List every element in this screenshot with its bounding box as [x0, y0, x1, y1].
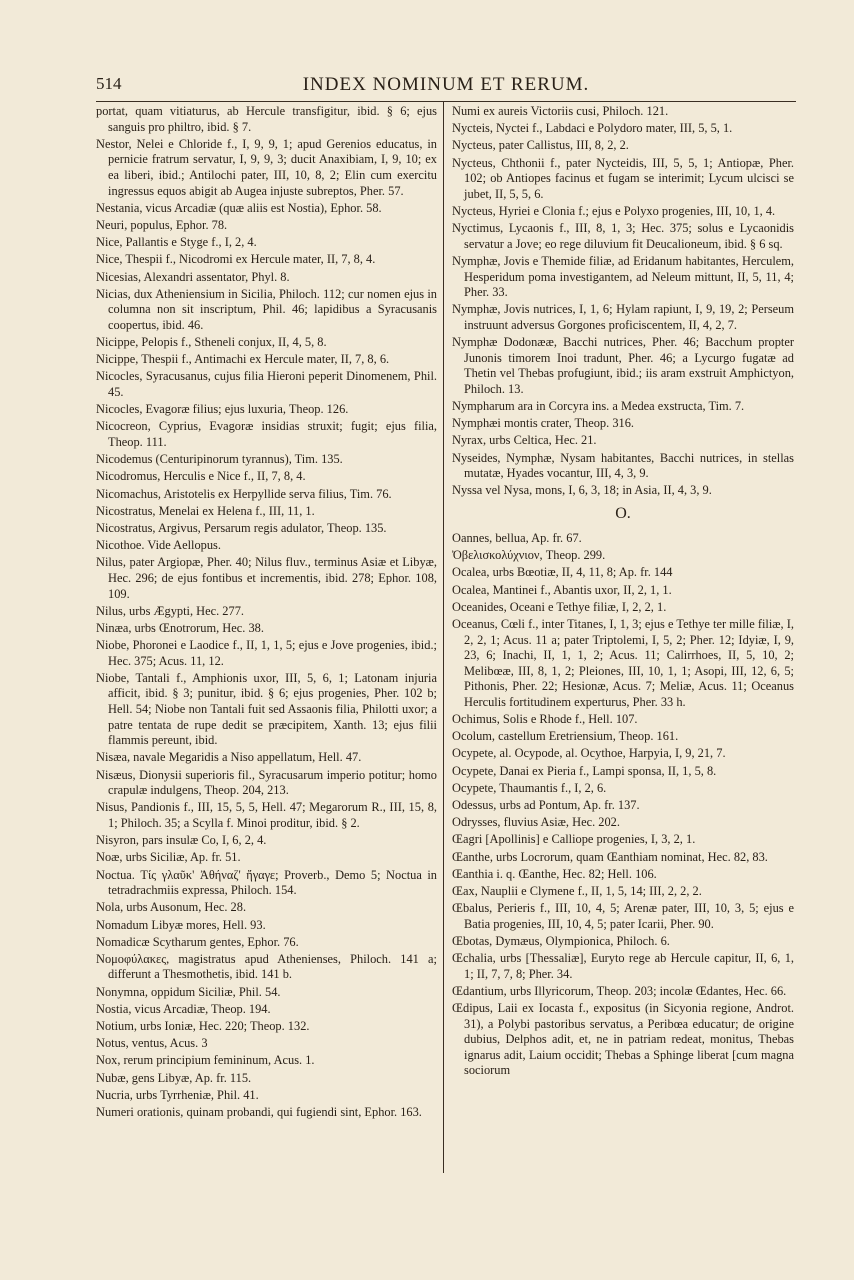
index-entry: Nice, Pallantis e Styge f., I, 2, 4. [96, 235, 257, 250]
index-entry: Ὀβελισκολύχνιον, Theop. 299. [452, 548, 606, 563]
index-entry: Nympharum ara in Corcyra ins. a Medea exstructa, Tim. 7. [452, 399, 745, 414]
index-entry: Ocypete, Danai ex Pieria f., Lampi sponsa, II, 1, 5, 8. [452, 763, 717, 778]
right-column-n-entries [452, 104, 794, 499]
index-entry: Numi ex aureis Victoriis cusi, Philoch. 121. [452, 104, 669, 118]
index-entry: Nyseides, Nymphæ, Nysam habitantes, Bacchi nutrices, in stellas mutatæ, Hyades vocantur, III, 4, 3, 9. [452, 450, 794, 481]
index-entry: Œagri [Apollinis] e Calliope progenies, I, 3, 2, 1. [452, 832, 696, 847]
index-entry: Odessus, urbs ad Pontum, Ap. fr. 137. [452, 798, 640, 812]
index-entry: Oannes, bellua, Ap. fr. 67. [452, 530, 582, 545]
index-entry: Ocypete, al. Ocypode, al. Ocythoe, Harpyia, I, 9, 21, 7. [452, 746, 726, 761]
index-entry: Nomadum Libyæ mores, Hell. 93. [96, 917, 266, 932]
index-entry: Nyrax, urbs Celtica, Hec. 21. [452, 433, 597, 448]
index-entry: Nicippe, Thespii f., Antimachi ex Hercule mater, II, 7, 8, 6. [96, 352, 390, 367]
index-entry: Nilus, urbs Ægypti, Hec. 277. [96, 603, 244, 618]
index-entry: Nicocreon, Cyprius, Evagoræ insidias struxit; fugit; ejus filia, Theop. 111. [96, 419, 437, 449]
index-entry: Nonymna, oppidum Siciliæ, Phil. 54. [96, 984, 281, 999]
index-entry: Nostia, vicus Arcadiæ, Theop. 194. [96, 1001, 271, 1016]
index-entry: Nisæa, navale Megaridis a Niso appellatum, Hell. 47. [96, 750, 362, 765]
index-entry: Oceanus, Cœli f., inter Titanes, I, 1, 3; ejus e Tethye ter mille filiæ, I, 2, 2, 1; Acus. 11 a; pater Triptolemi, I, 5, 2; Pher. 12; Idyiæ, I, 9, 23, 6; Inachi, II, 1, 1, 2; Acus. 11; Calirrhoes, II, 5, 10, 2; Melibœæ, III, 8, 1, 2; Pleiones, III, 10, 1, 1; Asopi, III, 12, 6, 5; Pithonis, Pher. 22; Hesionæ, Acus. 7; Meliæ, Acus. 11; Oceanus Herculis fortitudinem experturus, Pher. 33 h. [452, 616, 794, 709]
index-entry: Notium, urbs Ioniæ, Hec. 220; Theop. 132. [96, 1019, 310, 1034]
index-entry: Niobe, Tantali f., Amphionis uxor, III, 5, 6, 1; Latonam injuria afficit, ibid. § 3; punitur, ibid. § 6; ejus progenies, Pher. 102 b; Hell. 54; Niobe non Tantali fuit sed Assaonis filia, Philotti uxor; a patre tentata de rupe dedit se præcipitem, Xanth. 13; ejus filii flammis pereunt, ibid. [96, 670, 437, 748]
index-entry: Oceanides, Oceani e Tethye filiæ, I, 2, 2, 1. [452, 599, 667, 614]
section-letter: O. [615, 504, 631, 522]
page-header [96, 74, 796, 100]
index-entry: Œbotas, Dymæus, Olympionica, Philoch. 6. [452, 933, 670, 948]
index-entry: Ocalea, Mantinei f., Abantis uxor, II, 2, 1, 1. [452, 582, 672, 597]
index-entry: Nicesias, Alexandri assentator, Phyl. 8. [96, 269, 290, 284]
index-entry: Neuri, populus, Ephor. 78. [96, 217, 228, 232]
index-entry: Nisæus, Dionysii superioris fil., Syracusarum imperio potitur; homo crapulæ indulgens, Theop. 204, 213. [96, 767, 437, 798]
index-entry: Nicias, dux Atheniensium in Sicilia, Philoch. 112; cur nomen ejus in columna non sit inscriptum, Phil. 46; lapidibus a Syracusanis coopertus, ibid. 46. [96, 286, 437, 332]
index-entry: Nicodemus (Centuripinorum tyrannus), Tim. 135. [96, 452, 343, 467]
index-entry: Nymphæ, Jovis nutrices, I, 1, 6; Hylam rapiunt, I, 9, 19, 2; Perseum instruunt adversus Gorgones proficiscentem, II, 4, 2, 7. [452, 302, 794, 332]
header-rule [96, 101, 796, 102]
right-column [452, 104, 794, 1081]
index-entry: Nicocles, Evagoræ filius; ejus luxuria, Theop. 126. [96, 402, 349, 417]
index-entry: Nomadicæ Scytharum gentes, Ephor. 76. [96, 934, 299, 949]
index-entry: Œbalus, Perieris f., III, 10, 4, 5; Arenæ pater, III, 10, 3, 5; ejus e Batia progenies, III, 10, 4, 5; pater Icarii, Pher. 90. [452, 901, 794, 931]
index-entry: Nucria, urbs Tyrrheniæ, Phil. 41. [96, 1087, 259, 1102]
index-entry: Nycteus, Chthonii f., pater Nycteidis, III, 5, 5, 1; Antiopæ, Pher. 102; ob Antiopes facinus et fugam se interimit; Lycum ulcisci se jubet, II, 5, 5, 6. [452, 155, 794, 201]
index-entry: Nestania, vicus Arcadiæ (quæ aliis est Nostia), Ephor. 58. [96, 200, 382, 215]
index-entry: Nicocles, Syracusanus, cujus filia Hieroni peperit Dinomenem, Phil. 45. [96, 369, 437, 400]
index-entry: Nilus, pater Argiopæ, Pher. 40; Nilus fluv., terminus Asiæ et Libyæ, Hec. 296; de ejus fontibus et incrementis, ibid. 278; Ephor. 108, 109. [96, 555, 437, 601]
index-entry: Nicothoe. Vide Aellopus. [96, 538, 221, 553]
index-entry: Ocypete, Thaumantis f., I, 2, 6. [452, 780, 607, 795]
index-entry: Nicomachus, Aristotelis ex Herpyllide serva filius, Tim. 76. [96, 486, 392, 501]
index-entry: Noæ, urbs Siciliæ, Ap. fr. 51. [96, 850, 241, 865]
index-entry: Œanthe, urbs Locrorum, quam Œanthiam nominat, Hec. 82, 83. [452, 849, 768, 864]
running-title: INDEX NOMINUM ET RERUM. [302, 74, 590, 95]
index-entry: Nicippe, Pelopis f., Stheneli conjux, II, 4, 5, 8. [96, 335, 327, 350]
index-entry: Nestor, Nelei e Chloride f., I, 9, 9, 1; apud Gerenios educatus, in pernicie fratrum servatur, I, 9, 9, 3; ducit Anaxibiam, I, 9, 10; ex ea liberi, ibid.; Antilochi pater, III, 10, 8, 2; Elin cum exercitu ingressus equos abigit ab Augea injuste subreptos, Pher. 57. [96, 136, 437, 198]
index-entry: Nisyron, pars insulæ Co, I, 6, 2, 4. [96, 833, 267, 848]
index-entry: Nycteus, pater Callistus, III, 8, 2, 2. [452, 138, 629, 153]
index-entry: Nisus, Pandionis f., III, 15, 5, 5, Hell. 47; Megarorum R., III, 15, 8, 1; Philoch. 35; a Scylla f. Minoi proditur, ibid. § 2. [96, 800, 437, 830]
index-entry: Nymphæ Dodonææ, Bacchi nutrices, Pher. 46; Bacchum propter Junonis timorem Inoi tradunt, Pher. 46; a Lycurgo fugatæ ad Thetin vel Thebas profugiunt, ibid.; iis aram exstruit Amphictyon, Philoch. 13. [452, 335, 794, 396]
index-entry: Œchalia, urbs [Thessaliæ], Euryto rege ab Hercule capitur, II, 6, 1, 1; II, 7, 7, 8; Pher. 34. [452, 951, 794, 981]
left-column [96, 104, 437, 1122]
index-entry: Notus, ventus, Acus. 3 [96, 1036, 208, 1051]
page-number: 514 [96, 74, 122, 93]
index-entry: Numeri orationis, quinam probandi, qui fugiendi sint, Ephor. 163. [96, 1104, 422, 1119]
index-entry: Ocalea, urbs Bœotiæ, II, 4, 11, 8; Ap. fr. 144 [452, 565, 673, 580]
index-entry: Nyctimus, Lycaonis f., III, 8, 1, 3; Hec. 375; solus e Lycaonidis servatur a Jove; eo rege diluvium fit Deucalioneum, ibid. § 6 sq. [452, 221, 794, 251]
index-entry: Nice, Thespii f., Nicodromi ex Hercule mater, II, 7, 8, 4. [96, 252, 376, 267]
index-entry: Nubæ, gens Libyæ, Ap. fr. 115. [96, 1070, 252, 1085]
index-entry: Nyssa vel Nysa, mons, I, 6, 3, 18; in Asia, II, 4, 3, 9. [452, 483, 712, 498]
index-entry: Nymphæi montis crater, Theop. 316. [452, 416, 635, 431]
index-entry: Ninæa, urbs Œnotrorum, Hec. 38. [96, 620, 264, 635]
index-entry: Ocolum, castellum Eretriensium, Theop. 161. [452, 729, 679, 744]
index-entry: Nicostratus, Menelai ex Helena f., III, 11, 1. [96, 503, 315, 518]
index-entry: Nicodromus, Herculis e Nice f., II, 7, 8, 4. [96, 469, 306, 484]
index-entry: Nola, urbs Ausonum, Hec. 28. [96, 900, 247, 915]
index-entry: Œanthia i. q. Œanthe, Hec. 82; Hell. 106. [452, 866, 657, 881]
index-entry: Noctua. Τίς γλαῦκ' Ἀθήναζ' ἤγαγε; Proverb., Demo 5; Noctua in tetradrachmiis expressa, Philoch. 154. [96, 867, 437, 898]
index-entry: portat, quam vitiaturus, ab Hercule transfigitur, ibid. § 6; ejus sanguis pro philtro, ibid. § 7. [96, 104, 437, 134]
index-entry: Nox, rerum principium femininum, Acus. 1. [96, 1053, 315, 1068]
index-entry: Œdantium, urbs Illyricorum, Theop. 203; incolæ Œdantes, Hec. 66. [452, 983, 787, 998]
index-entry: Niobe, Phoronei e Laodice f., II, 1, 1, 5; ejus e Jove progenies, ibid.; Hec. 375; Acus. 11, 12. [96, 638, 437, 668]
index-entry: Νομοφύλακες, magistratus apud Athenienses, Philoch. 141 a; differunt a Thesmothetis, ibid. 141 b. [96, 951, 437, 982]
index-entry: Odrysses, fluvius Asiæ, Hec. 202. [452, 815, 620, 830]
index-entry: Nicostratus, Argivus, Persarum regis adulator, Theop. 135. [96, 520, 387, 535]
index-entry: Nycteis, Nyctei f., Labdaci e Polydoro mater, III, 5, 5, 1. [452, 121, 733, 136]
index-entry: Œax, Nauplii e Clymene f., II, 1, 5, 14; III, 2, 2, 2. [452, 883, 702, 898]
column-divider [443, 101, 444, 1173]
index-entry: Nymphæ, Jovis e Themide filiæ, ad Eridanum habitantes, Herculem, Hesperidum poma investigantem, ad Neleum mittunt, II, 5, 11, 4; Pher. 33. [452, 253, 794, 300]
right-column-o-entries [452, 531, 794, 1079]
index-entry: Nycteus, Hyriei e Clonia f.; ejus e Polyxo progenies, III, 10, 1, 4. [452, 203, 776, 218]
index-entry: Œdipus, Laii ex Iocasta f., expositus (in Sicyonia regione, Androt. 31), a Polybi pastoribus servatus, a Peribœa educatur; de origine dubius, Delphos adit, et, ne in patriam redeat, monitus, Thebas ignarus adit, Laium occidit; Thebas a Sphinge liberat [cum magna sociorum [452, 1001, 794, 1078]
index-entry: Ochimus, Solis e Rhode f., Hell. 107. [452, 712, 638, 727]
